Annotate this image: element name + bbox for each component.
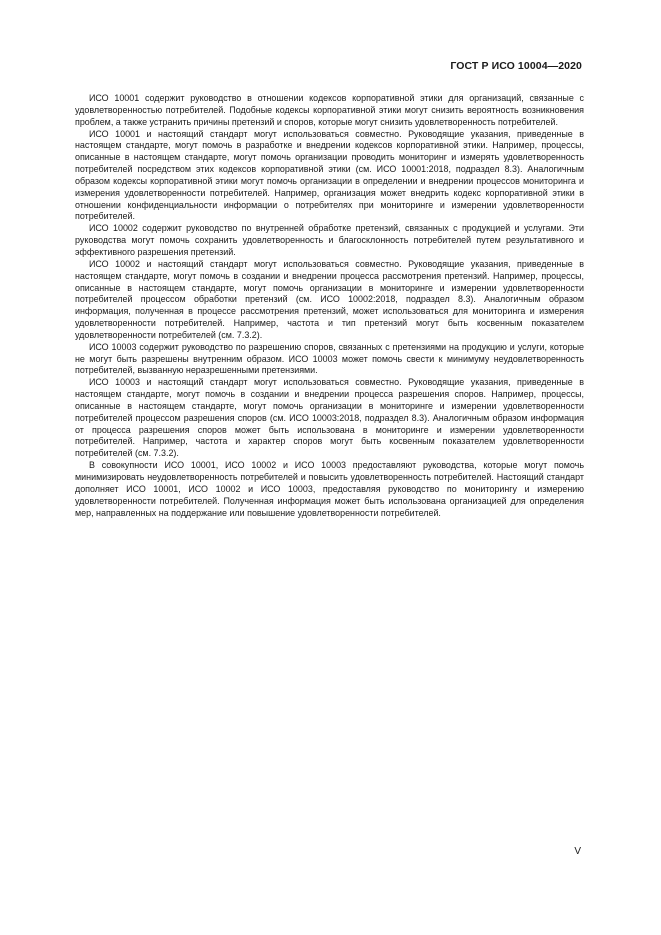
paragraph-iso-10002-joint-use: ИСО 10002 и настоящий стандарт могут использоваться совместно. Руководящие указания, приведенные в настоящем стандарте, могут помочь в создании и внедрении процесса рассмотрения претензий. Например, процессы, описанные в настоящем стандарте, могут помочь организации в мониторинге и измерении удовлетворенности потребителей процессом обработки претензий (см. ИСО 10002:2018, подраздел 8.3). Аналогичным образом информация, полученная в процессе рассмотрения претензий, может использоваться для мониторинга и измерения удовлетворенности потребителей. Например, частота и тип претензий могут быть косвенным показателем удовлетворенности потребителей (см. 7.3.2). bbox=[75, 258, 584, 340]
paragraph-iso-10003-overview: ИСО 10003 содержит руководство по разрешению споров, связанных с претензиями на продукцию и услуги, которые не могут быть разрешены внутренним образом. ИСО 10003 может помочь свести к минимуму неудовлетворенность потребителей, вызванную неразрешенными претензиями. bbox=[75, 341, 584, 376]
paragraph-iso-10002-overview: ИСО 10002 содержит руководство по внутренней обработке претензий, связанных с продукцией и услугами. Эти руководства могут помочь сохранить удовлетворенность и благосклонность потребителей путем результативного и эффективного разрешения претензий. bbox=[75, 223, 584, 257]
document-body bbox=[75, 93, 584, 519]
paragraph-iso-10003-joint-use: ИСО 10003 и настоящий стандарт могут использоваться совместно. Руководящие указания, приведенные в настоящем стандарте, могут помочь в создании и внедрении процесса разрешения споров. Например, процессы, описанные в настоящем стандарте, могут помочь организации в мониторинге и измерении удовлетворенности потребителей процессом разрешения споров (см. ИСО 10003:2018, подраздел 8.3). Аналогичным образом информация от процесса разрешения споров может быть использована в мониторинге и измерении удовлетворенности потребителей. Например, частота и характер споров могут быть косвенным показателем удовлетворенности потребителей (см. 7.3.2). bbox=[75, 377, 584, 459]
paragraph-summary: В совокупности ИСО 10001, ИСО 10002 и ИСО 10003 предоставляют руководства, которые могут помочь минимизировать неудовлетворенность потребителей и повысить удовлетворенность потребителей. Настоящий стандарт дополняет ИСО 10001, ИСО 10002 и ИСО 10003, предоставляя руководство по мониторингу и измерению удовлетворенности потребителей. Полученная информация может быть использована организацией для определения мер, направленных на поддержание или повышение удовлетворенности потребителей. bbox=[75, 460, 584, 518]
page-number: V bbox=[574, 846, 581, 857]
paragraph-iso-10001-overview: ИСО 10001 содержит руководство в отношении кодексов корпоративной этики для организаций, связанные с удовлетворенностью потребителей. Подобные кодексы корпоративной этики могут снизить вероятность возникновения проблем, а также устранить причины претензий и споров, которые могут снизить удовлетворенность потребителей. bbox=[75, 93, 584, 127]
document-standard-code: ГОСТ Р ИСО 10004—2020 bbox=[450, 60, 582, 72]
paragraph-iso-10001-joint-use: ИСО 10001 и настоящий стандарт могут использоваться совместно. Руководящие указания, приведенные в настоящем стандарте, могут помочь в разработке и внедрении кодексов корпоративной этики. Например, процессы, описанные в настоящем стандарте, могут помочь организации проводить мониторинг и измерять удовлетворенность потребителей посредством этих кодексов корпоративной этики (см. ИСО 10001:2018, подраздел 8.3). Аналогичным образом кодексы корпоративной этики могут помочь организации в определении и внедрении процессов мониторинга и измерения удовлетворенности потребителей. Например, организация может внедрить кодекс корпоративной этики в отношении конфиденциальности информации о потребителях при мониторинге и измерении удовлетворенности потребителей. bbox=[75, 128, 584, 222]
